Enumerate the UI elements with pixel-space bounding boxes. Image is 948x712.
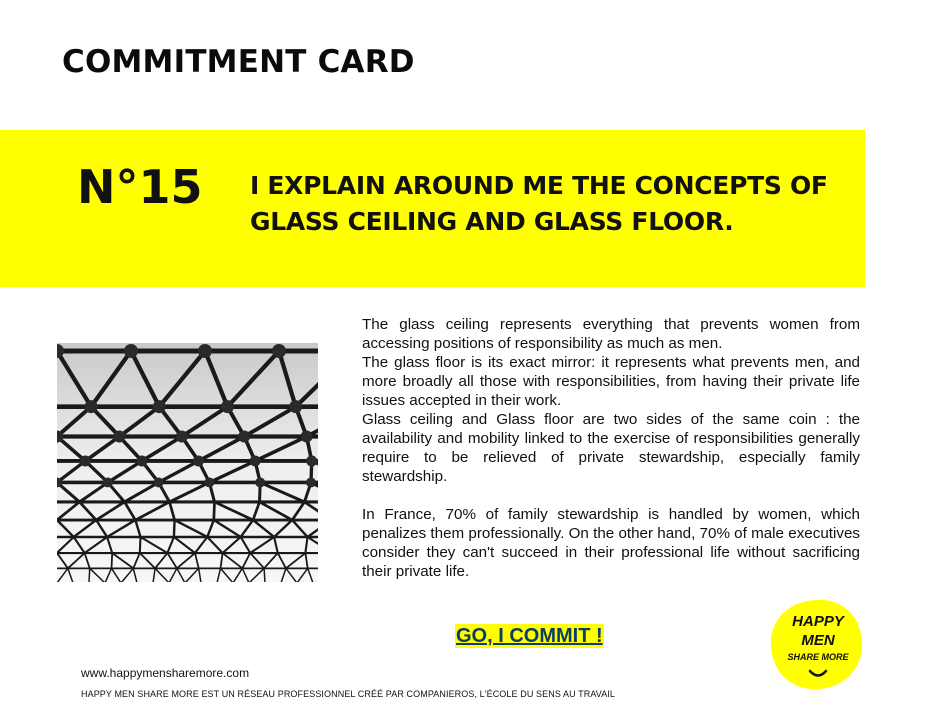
lattice-node <box>272 344 286 358</box>
lattice-node <box>301 431 313 443</box>
lattice-node <box>250 455 261 466</box>
lattice-node <box>255 477 265 487</box>
paragraph-france-stats: In France, 70% of family stewardship is handled by women, which penalizes them professionally. On the other hand, 70% of male executives consider they can't succeed in their professional life without sacrificing their private life. <box>362 506 860 580</box>
card-number: N°15 <box>77 160 203 214</box>
lattice-node <box>136 455 147 466</box>
commitment-headline: I EXPLAIN AROUND ME THE CONCEPTS OF GLASS CEILING AND GLASS FLOOR. <box>250 171 828 236</box>
lattice-node <box>85 400 98 413</box>
logo-line-happy: HAPPY <box>792 613 844 630</box>
lattice-node <box>238 431 250 443</box>
lattice-node <box>176 431 188 443</box>
go-i-commit-link[interactable]: GO, I COMMIT ! <box>456 625 603 647</box>
lattice-node <box>193 455 204 466</box>
lattice-beam <box>140 537 141 553</box>
lattice-node <box>204 477 214 487</box>
lattice-beam <box>264 568 265 582</box>
paragraph-glass-ceiling: The glass ceiling represents everything that prevents women from accessing positions of responsibility as much as men. <box>362 316 860 352</box>
lattice-node <box>306 455 317 466</box>
lattice-beam <box>214 502 215 520</box>
lattice-node <box>124 344 138 358</box>
lattice-node <box>306 477 316 487</box>
lattice-beam <box>89 568 90 582</box>
website-link[interactable]: www.happymensharemore.com <box>81 666 250 680</box>
lattice-node <box>221 400 234 413</box>
lattice-node <box>80 455 91 466</box>
lattice-beam <box>174 520 175 537</box>
lattice-node <box>153 400 166 413</box>
body-text <box>362 315 860 581</box>
page-title: COMMITMENT CARD <box>62 44 415 80</box>
lattice-node <box>198 344 212 358</box>
lattice-node <box>103 477 113 487</box>
lattice-node <box>289 400 302 413</box>
paragraph-glass-floor: The glass floor is its exact mirror: it represents what prevents men, and more broadly all those with responsibilities, from having their private life issues accepted in their work. <box>362 354 860 409</box>
paragraph-two-sides: Glass ceiling and Glass floor are two sides of the same coin : the availability and mobility linked to the exercise of responsibilities generally require to be relieved of private stewardship, especially family stewardship. <box>362 411 860 485</box>
happy-men-logo <box>768 596 864 692</box>
logo-line-men: MEN <box>801 632 835 649</box>
glass-ceiling-photo <box>57 343 318 582</box>
lattice-node <box>113 431 125 443</box>
lattice-node <box>154 477 164 487</box>
logo-line-share-more: SHARE MORE <box>787 652 849 662</box>
lattice-beam <box>112 553 113 568</box>
footer-note: HAPPY MEN SHARE MORE EST UN RÉSEAU PROFESSIONNEL CRÉÉ PAR COMPANIEROS, L'ÉCOLE DU SENS AU TRAVAIL <box>81 689 616 699</box>
